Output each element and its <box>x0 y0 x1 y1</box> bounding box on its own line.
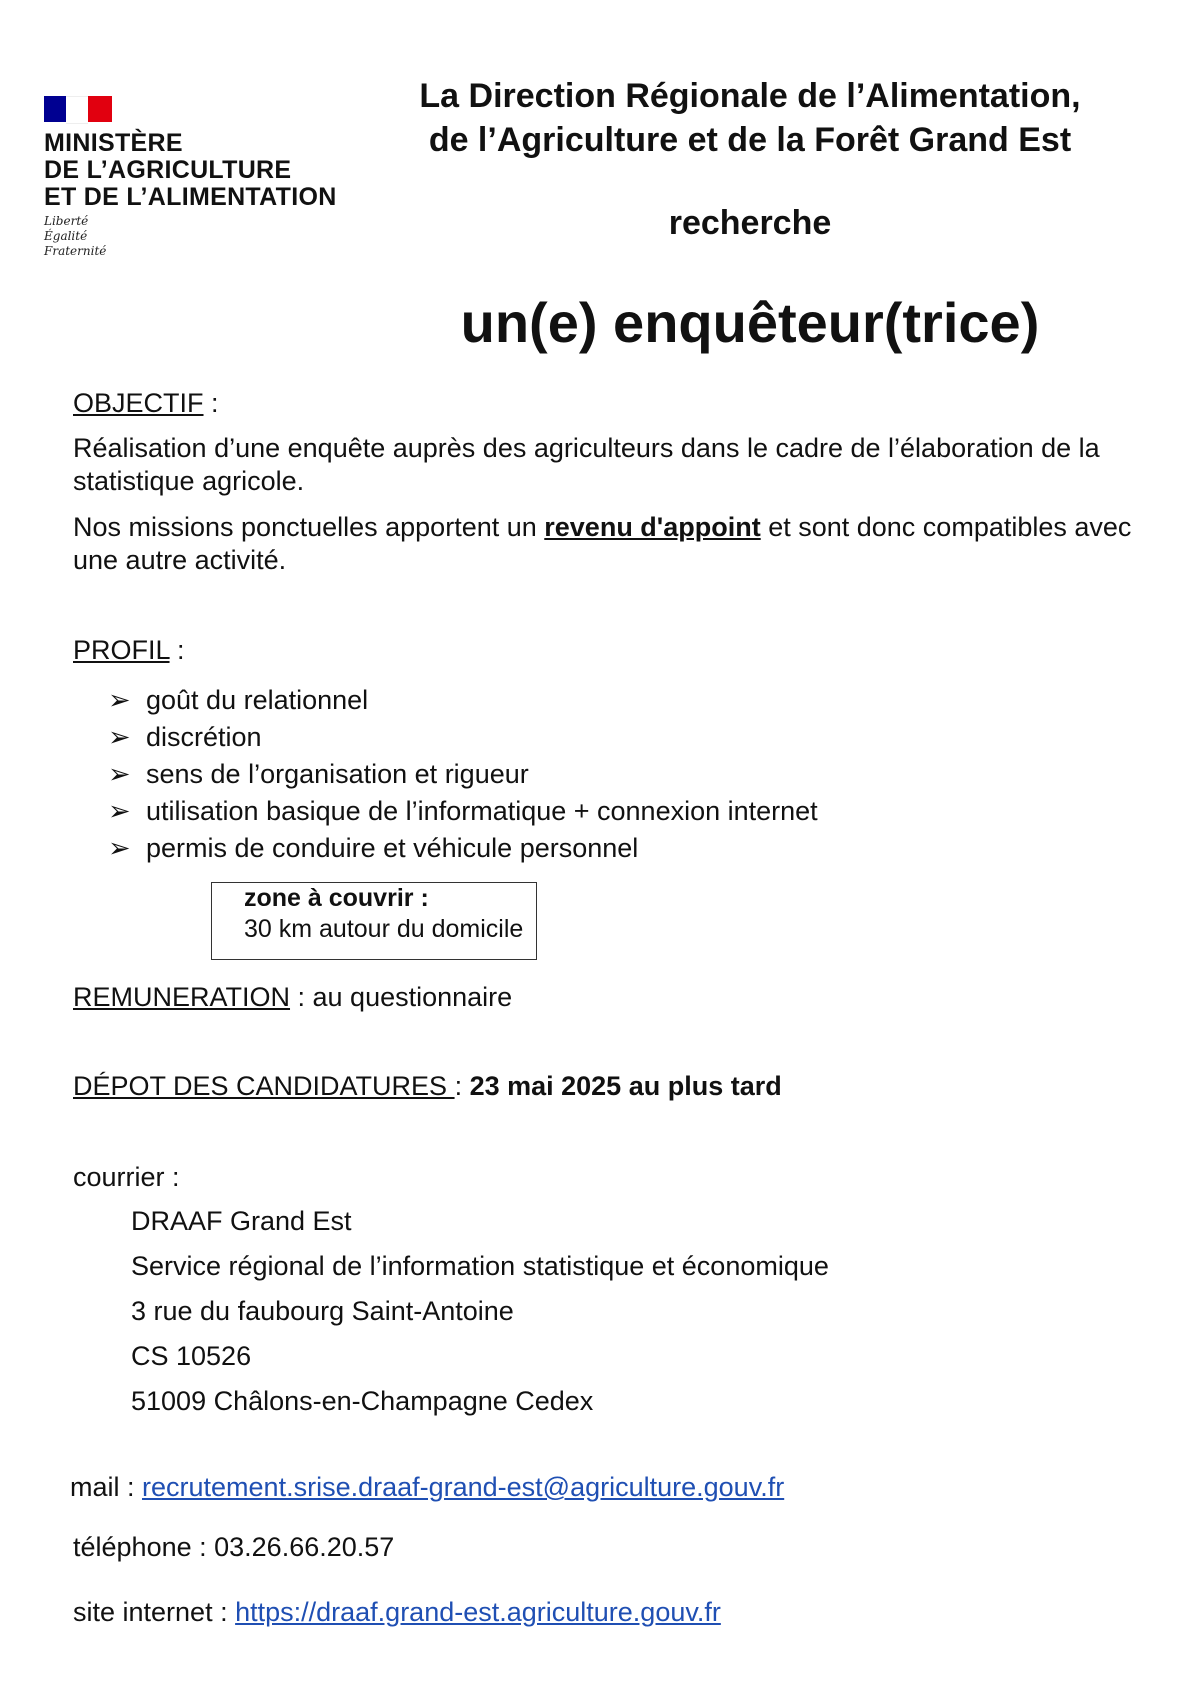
arrow-bullet-icon: ➢ <box>108 759 131 789</box>
objectif-heading: OBJECTIF : <box>73 388 219 418</box>
deadline-date: 23 mai 2025 au plus tard <box>469 1071 782 1101</box>
list-item: ➢ utilisation basique de l’informatique + connexion internet <box>108 793 818 830</box>
phone-line: téléphone : 03.26.66.20.57 <box>73 1532 395 1562</box>
objectif-text: Réalisation d’une enquête auprès des agriculteurs dans le cadre de l’élaboration de la statistique agricole. <box>73 433 1100 496</box>
list-item: ➢ discrétion <box>108 719 818 756</box>
mail-line: mail : recrutement.srise.draaf-grand-est@agriculture.gouv.fr <box>70 1472 785 1502</box>
objectif-text-2: Nos missions ponctuelles apportent un revenu d'appoint et sont donc compatibles avec une autre activité. <box>73 512 1132 575</box>
recherche-heading: recherche <box>668 204 832 242</box>
depot-line: DÉPOT DES CANDIDATURES : 23 mai 2025 au plus tard <box>73 1071 782 1101</box>
courrier-label: courrier : <box>73 1162 180 1192</box>
arrow-bullet-icon: ➢ <box>108 796 131 826</box>
ministry-name: MINISTÈRE DE L’AGRICULTURE ET DE L’ALIMENTATION <box>44 129 337 211</box>
remuneration-line: REMUNERATION : au questionnaire <box>73 982 513 1012</box>
list-item: ➢ sens de l’organisation et rigueur <box>108 756 818 793</box>
arrow-bullet-icon: ➢ <box>108 685 131 715</box>
arrow-bullet-icon: ➢ <box>108 833 131 863</box>
profil-heading: PROFIL : <box>73 635 185 665</box>
revenu-appoint: revenu d'appoint <box>544 512 761 542</box>
website-link[interactable]: https://draaf.grand-est.agriculture.gouv.fr <box>235 1597 721 1627</box>
profil-list <box>108 682 818 867</box>
page-title: un(e) enquêteur(trice) <box>460 291 1040 354</box>
postal-address: DRAAF Grand Est Service régional de l’information statistique et économique 3 rue du faubourg Saint-Antoine CS 10526 51009 Châlons-en-Champagne Cedex <box>131 1206 829 1416</box>
site-line: site internet : https://draaf.grand-est.agriculture.gouv.fr <box>73 1597 721 1627</box>
ministry-logo <box>44 96 364 266</box>
organization-heading: La Direction Régionale de l’Alimentation, de l’Agriculture et de la Forêt Grand Est <box>419 77 1081 159</box>
phone-number: 03.26.66.20.57 <box>214 1532 395 1562</box>
list-item: ➢ goût du relationnel <box>108 682 818 719</box>
marianne-flag-icon <box>44 96 112 122</box>
list-item: ➢ permis de conduire et véhicule personnel <box>108 830 818 867</box>
email-link[interactable]: recrutement.srise.draaf-grand-est@agriculture.gouv.fr <box>142 1472 785 1502</box>
republic-motto: Liberté Égalité Fraternité <box>44 214 107 258</box>
zone-box: zone à couvrir : 30 km autour du domicile <box>211 882 537 960</box>
arrow-bullet-icon: ➢ <box>108 722 131 752</box>
